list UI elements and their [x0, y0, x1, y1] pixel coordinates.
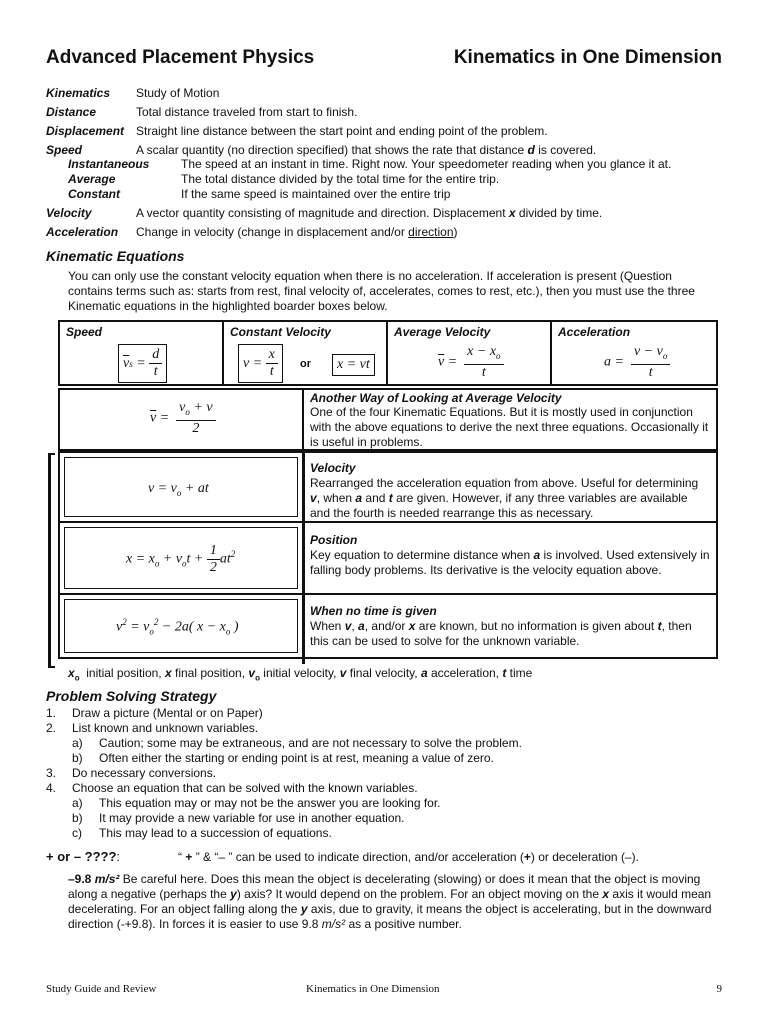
variable-legend: $x_o$ initial position, x final position, $v_o$ initial velocity, v final velocity, a acceleration, t time — [68, 666, 533, 683]
strategy-item — [46, 751, 726, 766]
row-no-time-eq: $v^2 = v_o^2 - 2a$( $x - x_o$ ) — [58, 593, 304, 659]
strategy-item-text: Often either the starting or ending point is at rest, meaning a value of zero. — [99, 751, 494, 765]
footer-center: Kinematics in One Dimension — [306, 983, 440, 995]
plusminus-label: + or – ????: — [46, 849, 121, 864]
row-position-eq: $x = x_o + v_ot$ + $\frac{1}{2}$ $at^2$ — [58, 521, 304, 595]
strategy-list — [46, 706, 726, 841]
cell-constant-velocity: Constant Velocity v = $\frac{x}{t}$ or x = vt — [222, 320, 388, 386]
strategy-item-number: a) — [72, 736, 83, 750]
strategy-item-text: This equation may or may not be the answer you are looking for. — [99, 796, 441, 810]
def-velocity: Velocity A vector quantity consisting of magnitude and direction. Displacement x divided by time. — [46, 206, 603, 220]
row-position-desc: Position Key equation to determine distance when a is involved. Used extensively in falling body problems. Its derivative is the velocity equation above. — [302, 521, 718, 595]
speed-constant: Constant If the same speed is maintained over the entire trip — [68, 187, 451, 201]
strategy-item-text: List known and unknown variables. — [72, 721, 259, 735]
row-velocity-desc: Velocity Rearranged the acceleration equation from above. Useful for determining v, when a and t are given. However, if any three variables are available and the fourth is needed rearrange this as necessary. — [302, 451, 718, 523]
strategy-item-number: b) — [72, 811, 83, 825]
row-average-velocity-eq: $\overline{v}$ = $\frac{v_o + v}{2}$ — [58, 388, 304, 451]
constant-velocity-equation: v = $\frac{x}{t}$ — [238, 344, 283, 383]
acceleration-equation: a = $\frac{v - v_o}{t}$ — [604, 344, 670, 381]
strategy-item-number: b) — [72, 751, 83, 765]
strategy-item-number: 2. — [46, 721, 57, 735]
def-distance: Distance Total distance traveled from start to finish. — [46, 105, 358, 119]
strategy-item — [46, 811, 726, 826]
plusminus-text: “ + ” & “– ” can be used to indicate direction, and/or acceleration (+) or deceleration (–). — [178, 850, 639, 864]
strategy-item-text: Do necessary conversions. — [72, 766, 217, 780]
highlight-bracket — [48, 453, 55, 668]
strategy-item-number: c) — [72, 826, 82, 840]
def-kinematics: Kinematics Study of Motion — [46, 86, 220, 100]
cell-speed: Speed $\overline{v}$ s = $\frac{d}{t}$ — [58, 320, 224, 386]
strategy-item-number: 1. — [46, 706, 57, 720]
strategy-item-text: Choose an equation that can be solved with the known variables. — [72, 781, 418, 795]
strategy-item — [46, 721, 726, 736]
page-title-left: Advanced Placement Physics — [46, 47, 315, 68]
x-equals-vt-box: x = vt — [332, 354, 375, 376]
strategy-item — [46, 766, 726, 781]
page-number: 9 — [716, 983, 722, 995]
strategy-item — [46, 796, 726, 811]
strategy-item — [46, 736, 726, 751]
strategy-item-text: This may lead to a succession of equations. — [99, 826, 332, 840]
cell-acceleration: Acceleration a = $\frac{v - v_o}{t}$ — [550, 320, 718, 386]
strategy-item-text: It may provide a new variable for use in another equation. — [99, 811, 405, 825]
strategy-heading: Problem Solving Strategy — [46, 688, 217, 704]
kinematic-equations-heading: Kinematic Equations — [46, 248, 185, 264]
speed-average: Average The total distance divided by the total time for the entire trip. — [68, 172, 500, 186]
row-no-time-desc: When no time is given When v, a, and/or x are known, but no information is given about t, then this can be used to solve for the unknown variable. — [302, 593, 718, 659]
def-displacement: Displacement Straight line distance between the start point and ending point of the problem. — [46, 124, 548, 138]
strategy-item-number: 4. — [46, 781, 57, 795]
def-speed: Speed A scalar quantity (no direction specified) that shows the rate that distance d is covered. — [46, 143, 597, 157]
footer-left: Study Guide and Review — [46, 983, 157, 995]
kinematic-intro: You can only use the constant velocity equation when there is no acceleration. If acceleration is present (Question contains terms such as: starts from rest, final velocity of, accelerates, comes to rest, etc.), then you must use the three Kinematic equations in the highlighted boarder boxes below. — [68, 269, 695, 313]
strategy-item-text: Draw a picture (Mental or on Paper) — [72, 706, 263, 720]
speed-equation: $\overline{v}$ s = $\frac{d}{t}$ — [118, 344, 167, 383]
strategy-item — [46, 706, 726, 721]
speed-instantaneous: Instantaneous The speed at an instant in time. Right now. Your speedometer reading when you glance it at. — [68, 157, 672, 171]
strategy-item — [46, 826, 726, 841]
strategy-item-text: Caution; some may be extraneous, and are not necessary to solve the problem. — [99, 736, 522, 750]
strategy-item — [46, 781, 726, 796]
row-average-velocity-desc: Another Way of Looking at Average Velocity One of the four Kinematic Equations. But it is mostly used in conjunction with the above equations to derive the next three equations. Occasionally it is useful in problems. — [302, 388, 718, 451]
average-velocity-equation: $\overline{v}$ = $\frac{x - x_o}{t}$ — [438, 344, 504, 381]
page-title-right: Kinematics in One Dimension — [453, 47, 722, 68]
cell-average-velocity: Average Velocity $\overline{v}$ = $\frac{x - x_o}{t}$ — [386, 320, 552, 386]
row-velocity-eq: $v = v_o$ + at — [58, 451, 304, 523]
gravity-note: –9.8 m/s² Be careful here. Does this mean the object is decelerating (slowing) or does it mean that the object is moving along a negative (perhaps the y) axis? It would depend on the problem. For an object moving on the x axis it would mean decelerating. For an object falling along the y axis, due to gravity, it means the object is accelerating, but in the downward direction (-+9.8). In forces it is easier to use 9.8 m/s² as a positive number. — [68, 872, 712, 931]
def-acceleration: Acceleration Change in velocity (change in displacement and/or direction) — [46, 225, 458, 239]
strategy-item-number: a) — [72, 796, 83, 810]
strategy-item-number: 3. — [46, 766, 57, 780]
